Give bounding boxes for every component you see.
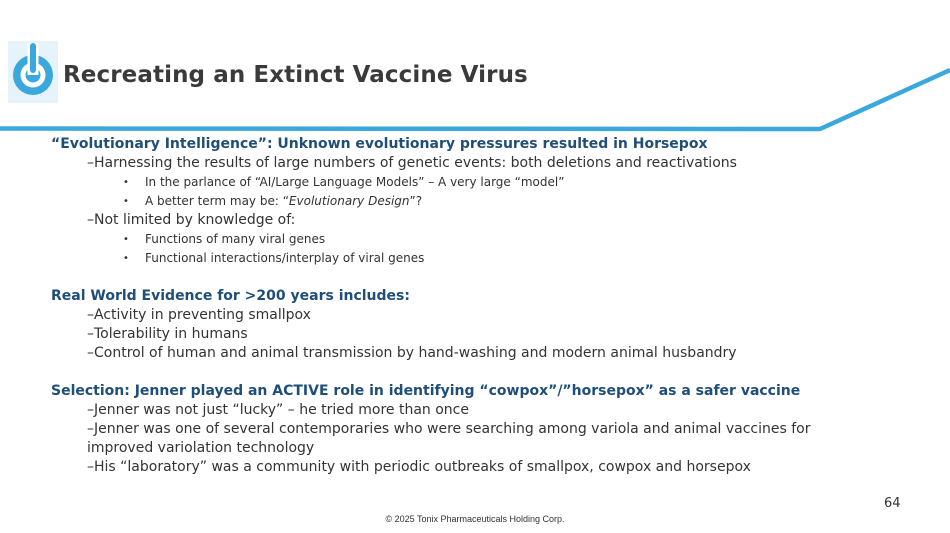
- bullet-icon: •: [123, 177, 129, 188]
- list-item: –Jenner was one of several contemporaries who were searching among variola and animal vaccines for: [87, 421, 811, 437]
- list-item: –His “laboratory” was a community with periodic outbreaks of smallpox, cowpox and horsepox: [87, 459, 751, 475]
- emphasis-text: Evolutionary Design: [288, 194, 410, 208]
- section-heading: “Evolutionary Intelligence”: Unknown evolutionary pressures resulted in Horsepox: [51, 136, 708, 152]
- sub-list-item: [51, 173, 931, 192]
- copyright-footer: © 2025 Tonix Pharmaceuticals Holding Corp.: [385, 514, 565, 524]
- list-item: –Activity in preventing smallpox: [87, 307, 311, 323]
- sub-list-item-text: Functions of many viral genes: [145, 232, 326, 246]
- section-heading: Real World Evidence for >200 years includes:: [51, 288, 410, 304]
- list-item-continuation: improved variolation technology: [87, 440, 315, 456]
- sub-list-item-text: ”?: [409, 194, 423, 208]
- list-item: –Jenner was not just “lucky” – he tried more than once: [87, 402, 469, 418]
- sub-list-item-text: In the parlance of “AI/Large Language Models” – A very large “model”: [145, 175, 565, 189]
- slide-content: [51, 135, 931, 477]
- list-item: –Tolerability in humans: [87, 326, 248, 342]
- bullet-icon: •: [123, 196, 129, 207]
- sub-list-item: [51, 230, 931, 249]
- sub-list-item-text: A better term may be: “: [145, 194, 289, 208]
- list-item: –Harnessing the results of large numbers of genetic events: both deletions and reactivations: [87, 155, 737, 171]
- sub-list-item: [51, 192, 931, 211]
- list-item: –Not limited by knowledge of:: [87, 212, 296, 228]
- list-item: –Control of human and animal transmission by hand-washing and modern animal husbandry: [87, 345, 737, 361]
- bullet-icon: •: [123, 234, 129, 245]
- sub-list-item-text: Functional interactions/interplay of viral genes: [145, 251, 425, 265]
- header-swoosh: [0, 60, 950, 140]
- section-heading: Selection: Jenner played an ACTIVE role in identifying “cowpox”/”horsepox” as a safer vaccine: [51, 383, 801, 399]
- bullet-icon: •: [123, 253, 129, 264]
- page-number: 64: [884, 496, 901, 511]
- sub-list-item: [51, 249, 931, 268]
- page-title: Recreating an Extinct Vaccine Virus: [63, 62, 528, 88]
